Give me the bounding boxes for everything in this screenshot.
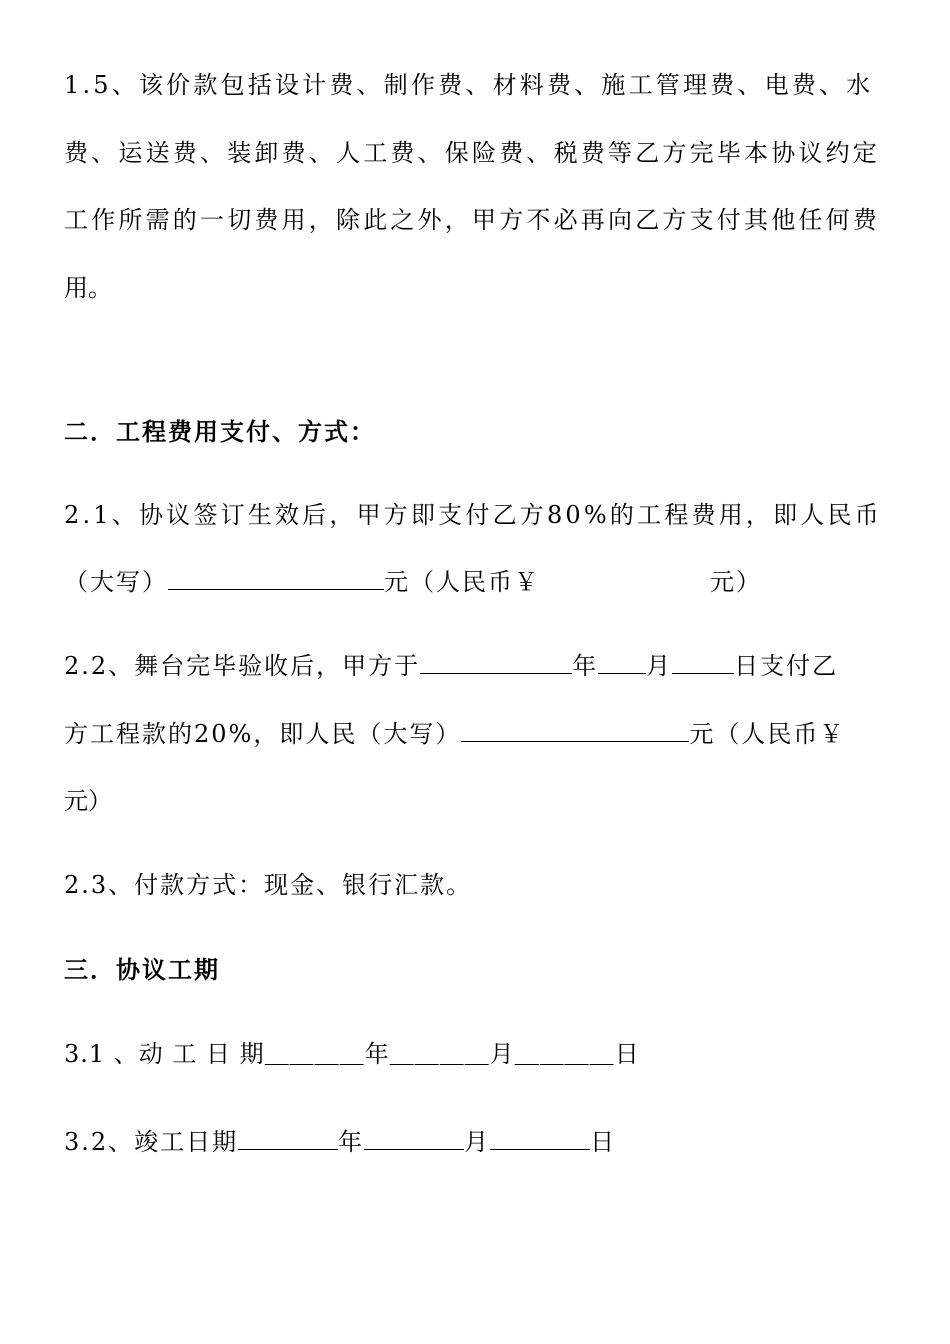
clause-2-1-line-2 [64,567,762,597]
clause-2-1-prefix: （大写） [64,568,168,596]
clause-2-2-month: 月 [646,652,673,680]
clause-3-1-year: 年 [364,1040,390,1068]
clause-2-2-line-3: 元） [64,787,112,815]
clause-1-5-line-2: 费、运送费、装卸费、人工费、保险费、税费等乙方完毕本协议约定 [64,139,880,167]
clause-3-1-month: 月 [489,1040,515,1068]
clause-2-1-yuan-close: 元） [710,568,762,596]
clause-2-3: 2.3、付款方式：现金、银行汇款。 [64,871,473,899]
clause-2-2-prefix: 2.2、舞台完毕验收后，甲方于 [64,652,421,680]
completion-year-blank[interactable] [238,1127,338,1150]
clause-3-1 [64,1039,640,1069]
completion-day-blank[interactable] [490,1127,590,1150]
clause-2-2-line-2 [64,719,845,749]
clause-3-1-day: 日 [614,1040,640,1068]
clause-1-5-line-4: 用。 [64,274,112,302]
start-month-blank[interactable]: ＿＿＿＿ [389,1040,490,1068]
section-2-heading: 二．工程费用支付、方式： [64,417,376,446]
section-3-heading: 三．协议工期 [64,955,220,984]
clause-2-2-line2-prefix: 方工程款的20%，即人民（大写） [64,720,462,748]
start-day-blank[interactable]: ＿＿＿＿ [514,1040,615,1068]
clause-1-5-line-1: 1.5、该价款包括设计费、制作费、材料费、施工管理费、电费、水 [64,71,874,99]
clause-3-2-day: 日 [590,1128,617,1156]
payment-year-blank[interactable] [420,651,572,674]
clause-2-2-line-1 [64,651,838,681]
payment-month-blank[interactable] [598,651,646,674]
start-year-blank[interactable]: ＿＿＿＿ [264,1040,365,1068]
clause-3-1-prefix: 3.1 、动 工 日 期 [64,1040,265,1068]
clause-3-2-year: 年 [338,1128,365,1156]
amount-uppercase-blank[interactable] [168,567,384,590]
amount-uppercase-blank-2[interactable] [461,719,689,742]
completion-month-blank[interactable] [364,1127,464,1150]
clause-2-2-day-pay: 日支付乙 [734,652,839,680]
clause-2-1-line-1: 2.1、协议签订生效后，甲方即支付乙方80%的工程费用，即人民币 [64,501,882,529]
clause-3-2-month: 月 [464,1128,491,1156]
payment-day-blank[interactable] [672,651,734,674]
clause-2-2-yuan-rmb: 元（人民币￥ [689,720,846,748]
clause-3-2 [64,1127,616,1157]
clause-3-2-prefix: 3.2、竣工日期 [64,1128,239,1156]
clause-1-5-line-3: 工作所需的一切费用，除此之外，甲方不必再向乙方支付其他任何费 [64,206,880,234]
clause-2-1-yuan-rmb: 元（人民币￥ [384,568,540,596]
clause-2-2-year: 年 [572,652,599,680]
